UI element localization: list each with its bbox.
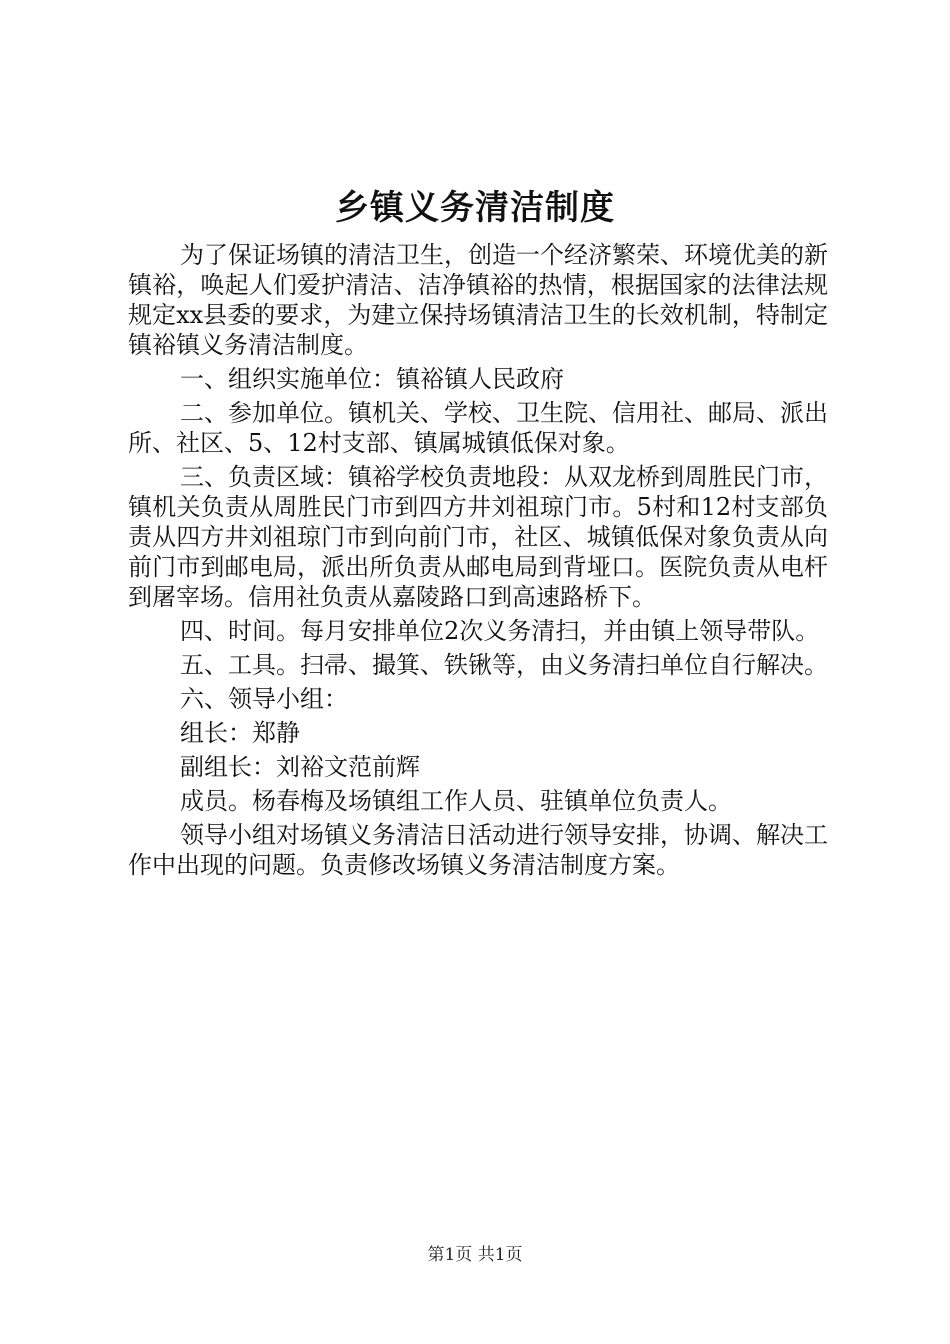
paragraph-intro: 为了保证场镇的清洁卫生，创造一个经济繁荣、环境优美的新镇裕，唤起人们爱护清洁、洁净镇裕的热情，根据国家的法律法规规定xx县委的要求，为建立保持场镇清洁卫生的长效机制，特制定镇裕镇义务清洁制度。 bbox=[128, 241, 828, 359]
page-footer: 第1页 共1页 bbox=[427, 1245, 523, 1265]
document-body bbox=[128, 240, 828, 884]
document-title: 乡镇义务清洁制度 bbox=[335, 188, 615, 228]
paragraph-areas: 三、负责区域：镇裕学校负责地段：从双龙桥到周胜民门市，镇机关负责从周胜民门市到四方井刘祖琼门市。5村和12村支部负责从四方井刘祖琼门市到向前门市，社区、城镇低保对象负责从向前门市到邮电局，派出所负责从邮电局到背垭口。医院负责从电杆到屠宰场。信用社负责从嘉陵路口到高速路桥下。 bbox=[128, 463, 828, 611]
paragraph-members: 成员。杨春梅及场镇组工作人员、驻镇单位负责人。 bbox=[180, 787, 732, 815]
paragraph-time: 四、时间。每月安排单位2次义务清扫，并由镇上领导带队。 bbox=[180, 617, 820, 645]
paragraph-deputy-leader: 副组长：刘裕文范前辉 bbox=[180, 753, 420, 781]
paragraph-organizer: 一、组织实施单位：镇裕镇人民政府 bbox=[180, 365, 564, 393]
paragraph-participants: 二、参加单位。镇机关、学校、卫生院、信用社、邮局、派出所、社区、5、12村支部、镇属城镇低保对象。 bbox=[128, 399, 828, 457]
paragraph-tools: 五、工具。扫帚、撮箕、铁锹等，由义务清扫单位自行解决。 bbox=[180, 651, 828, 679]
paragraph-leader: 组长：郑静 bbox=[180, 719, 300, 747]
paragraph-duties: 领导小组对场镇义务清洁日活动进行领导安排，协调、解决工作中出现的问题。负责修改场镇义务清洁制度方案。 bbox=[128, 821, 828, 879]
paragraph-leadership-heading: 六、领导小组： bbox=[180, 685, 348, 713]
